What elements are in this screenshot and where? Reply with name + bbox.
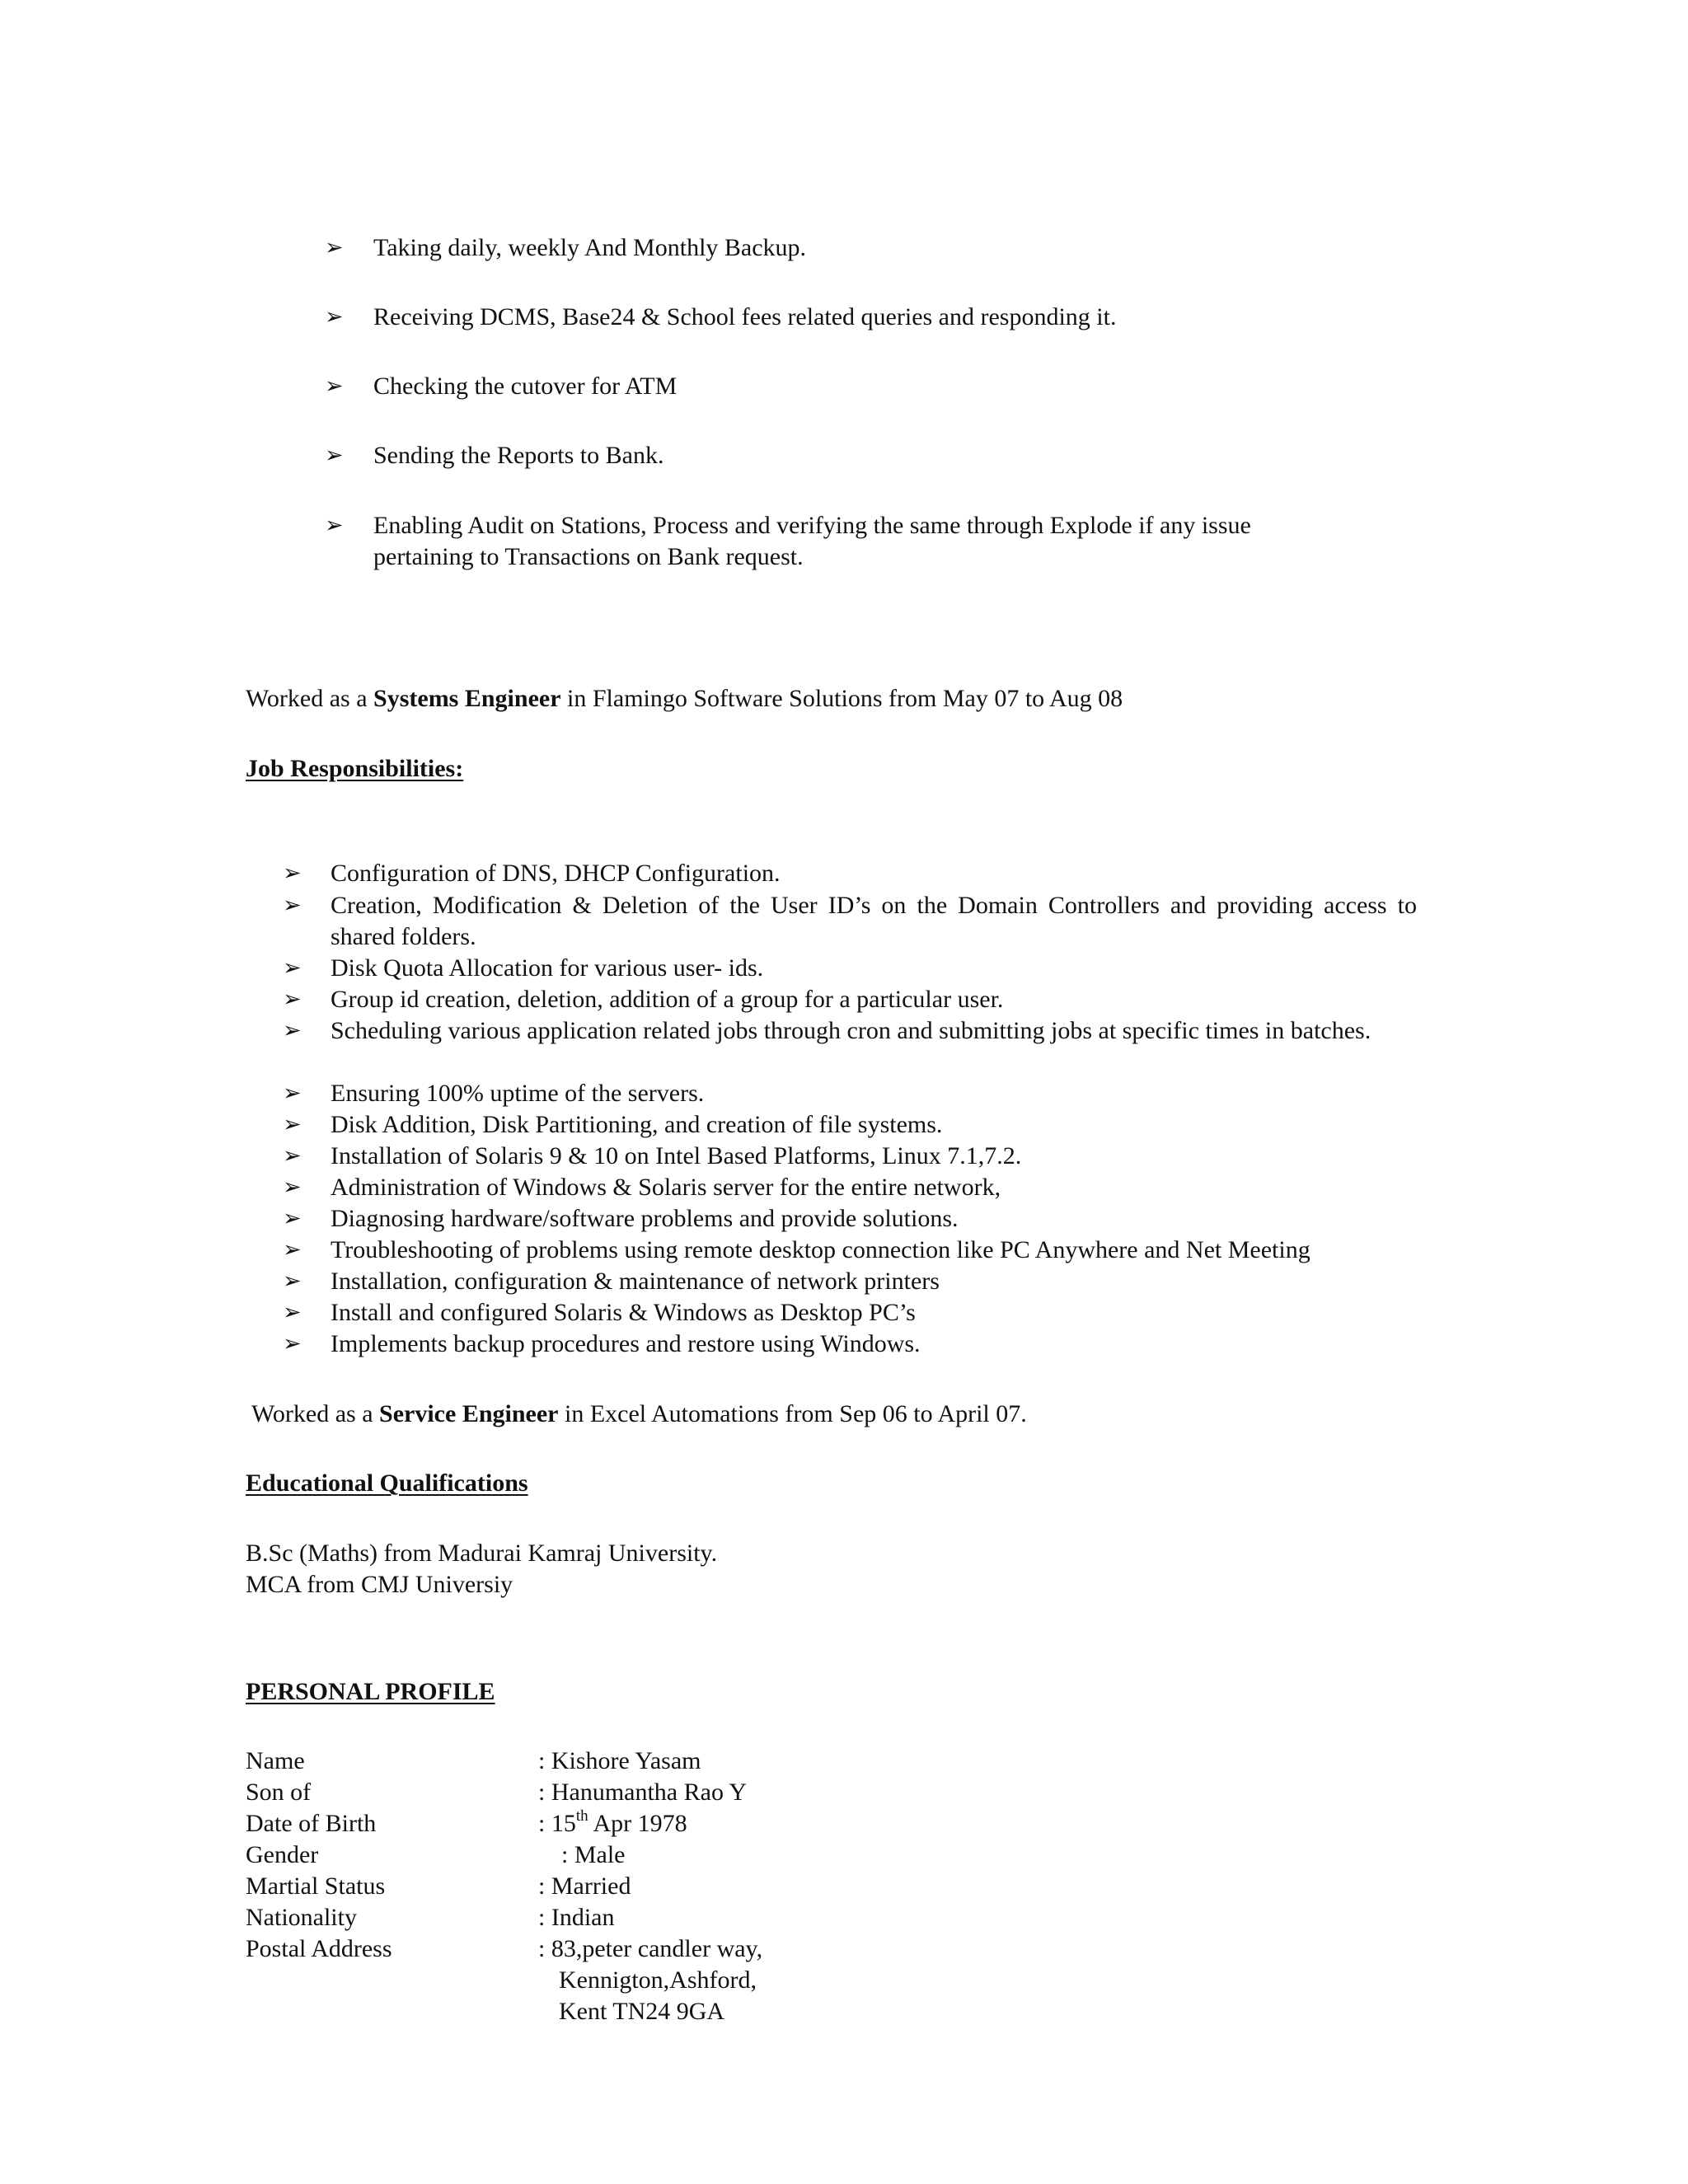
list-item: Disk Quota Allocation for various user- ids. [331, 954, 764, 982]
personal-profile-heading: PERSONAL PROFILE [246, 1678, 495, 1705]
list-item: Diagnosing hardware/software problems and provide solutions. [331, 1205, 959, 1232]
profile-label-name: Name [246, 1747, 305, 1774]
profile-label-marital-status: Martial Status [246, 1872, 386, 1900]
job-prefix: Worked as a [251, 1400, 380, 1427]
list-item: Sending the Reports to Bank. [373, 442, 664, 469]
education-item: B.Sc (Maths) from Madurai Kamraj University. [246, 1540, 718, 1567]
profile-label-gender: Gender [246, 1841, 319, 1868]
list-item: Troubleshooting of problems using remote desktop connection like PC Anywhere and Net Meeting [331, 1236, 1311, 1263]
job-details: in Excel Automations from Sep 06 to April 07. [558, 1400, 1027, 1427]
list-item: Install and configured Solaris & Windows as Desktop PC’s [331, 1299, 916, 1326]
list-item: Installation, configuration & maintenance of network printers [331, 1268, 940, 1295]
bullet-arrow-icon: ➢ [325, 235, 344, 260]
list-item: Configuration of DNS, DHCP Configuration. [331, 860, 781, 887]
list-item: Taking daily, weekly And Monthly Backup. [373, 234, 807, 261]
profile-label-postal-address: Postal Address [246, 1935, 392, 1962]
profile-value-address-line: Kent TN24 9GA [559, 1998, 725, 2025]
profile-value-address-line: : 83,peter candler way, [538, 1935, 763, 1962]
bullet-arrow-icon: ➢ [325, 443, 344, 468]
bullet-arrow-icon: ➢ [283, 1268, 302, 1294]
list-item-line: pertaining to Transactions on Bank request. [373, 543, 804, 570]
job-role: Service Engineer [379, 1400, 559, 1427]
dob-ordinal: th [575, 1807, 588, 1825]
bullet-arrow-icon: ➢ [325, 304, 344, 330]
list-item: Disk Addition, Disk Partitioning, and creation of file systems. [331, 1111, 943, 1138]
job-responsibilities-heading: Job Responsibilities: [246, 755, 464, 782]
profile-value-address-line: Kennigton,Ashford, [559, 1966, 757, 1994]
bullet-arrow-icon: ➢ [283, 893, 302, 918]
bullet-arrow-icon: ➢ [283, 955, 302, 981]
bullet-arrow-icon: ➢ [283, 1112, 302, 1137]
bullet-arrow-icon: ➢ [325, 513, 344, 538]
list-item: Administration of Windows & Solaris server for the entire network, [331, 1174, 1001, 1201]
profile-value-gender: : Male [561, 1841, 626, 1868]
bullet-arrow-icon: ➢ [283, 1018, 302, 1043]
bullet-arrow-icon: ➢ [283, 1300, 302, 1325]
job-prefix: Worked as a [246, 685, 374, 712]
profile-value-son-of: : Hanumantha Rao Y [538, 1779, 747, 1806]
profile-value-name: : Kishore Yasam [538, 1747, 701, 1774]
job-entry-service-engineer [251, 1399, 1027, 1430]
list-item: Creation, Modification & Deletion of the User ID’s on the Domain Controllers and providing access to shared folders. [331, 892, 1417, 950]
profile-value-marital-status: : Married [538, 1872, 631, 1900]
bullet-arrow-icon: ➢ [283, 860, 302, 886]
bullet-arrow-icon: ➢ [283, 1206, 302, 1231]
bullet-arrow-icon: ➢ [325, 373, 344, 399]
profile-label-nationality: Nationality [246, 1904, 357, 1931]
list-item: Group id creation, deletion, addition of a group for a particular user. [331, 986, 1004, 1013]
list-item: Installation of Solaris 9 & 10 on Intel Based Platforms, Linux 7.1,7.2. [331, 1142, 1022, 1169]
job-role: Systems Engineer [373, 685, 561, 712]
list-item-line: Enabling Audit on Stations, Process and verifying the same through Explode if any issue [373, 512, 1251, 539]
education-heading: Educational Qualifications [246, 1469, 528, 1497]
bullet-arrow-icon: ➢ [283, 1331, 302, 1357]
bullet-arrow-icon: ➢ [283, 1174, 302, 1200]
list-item: Checking the cutover for ATM [373, 373, 678, 400]
job-details: in Flamingo Software Solutions from May 07 to Aug 08 [560, 685, 1123, 712]
bullet-arrow-icon: ➢ [283, 1143, 302, 1169]
profile-label-son-of: Son of [246, 1779, 312, 1806]
education-item: MCA from CMJ Universiy [246, 1571, 513, 1598]
profile-value-dob [538, 1808, 687, 1840]
bullet-arrow-icon: ➢ [283, 1080, 302, 1106]
profile-label-dob: Date of Birth [246, 1810, 377, 1837]
dob-month-year: Apr 1978 [588, 1810, 687, 1837]
list-item: Implements backup procedures and restore using Windows. [331, 1330, 921, 1357]
list-item: Receiving DCMS, Base24 & School fees related queries and responding it. [373, 303, 1117, 330]
list-item: Ensuring 100% uptime of the servers. [331, 1080, 705, 1107]
list-item: Scheduling various application related jobs through cron and submitting jobs at specific times in batches. [331, 1017, 1372, 1044]
dob-day: : 15 [538, 1810, 576, 1837]
bullet-arrow-icon: ➢ [283, 1237, 302, 1263]
bullet-arrow-icon: ➢ [283, 987, 302, 1012]
job-entry-systems-engineer [246, 683, 1123, 715]
profile-value-nationality: : Indian [538, 1904, 615, 1931]
